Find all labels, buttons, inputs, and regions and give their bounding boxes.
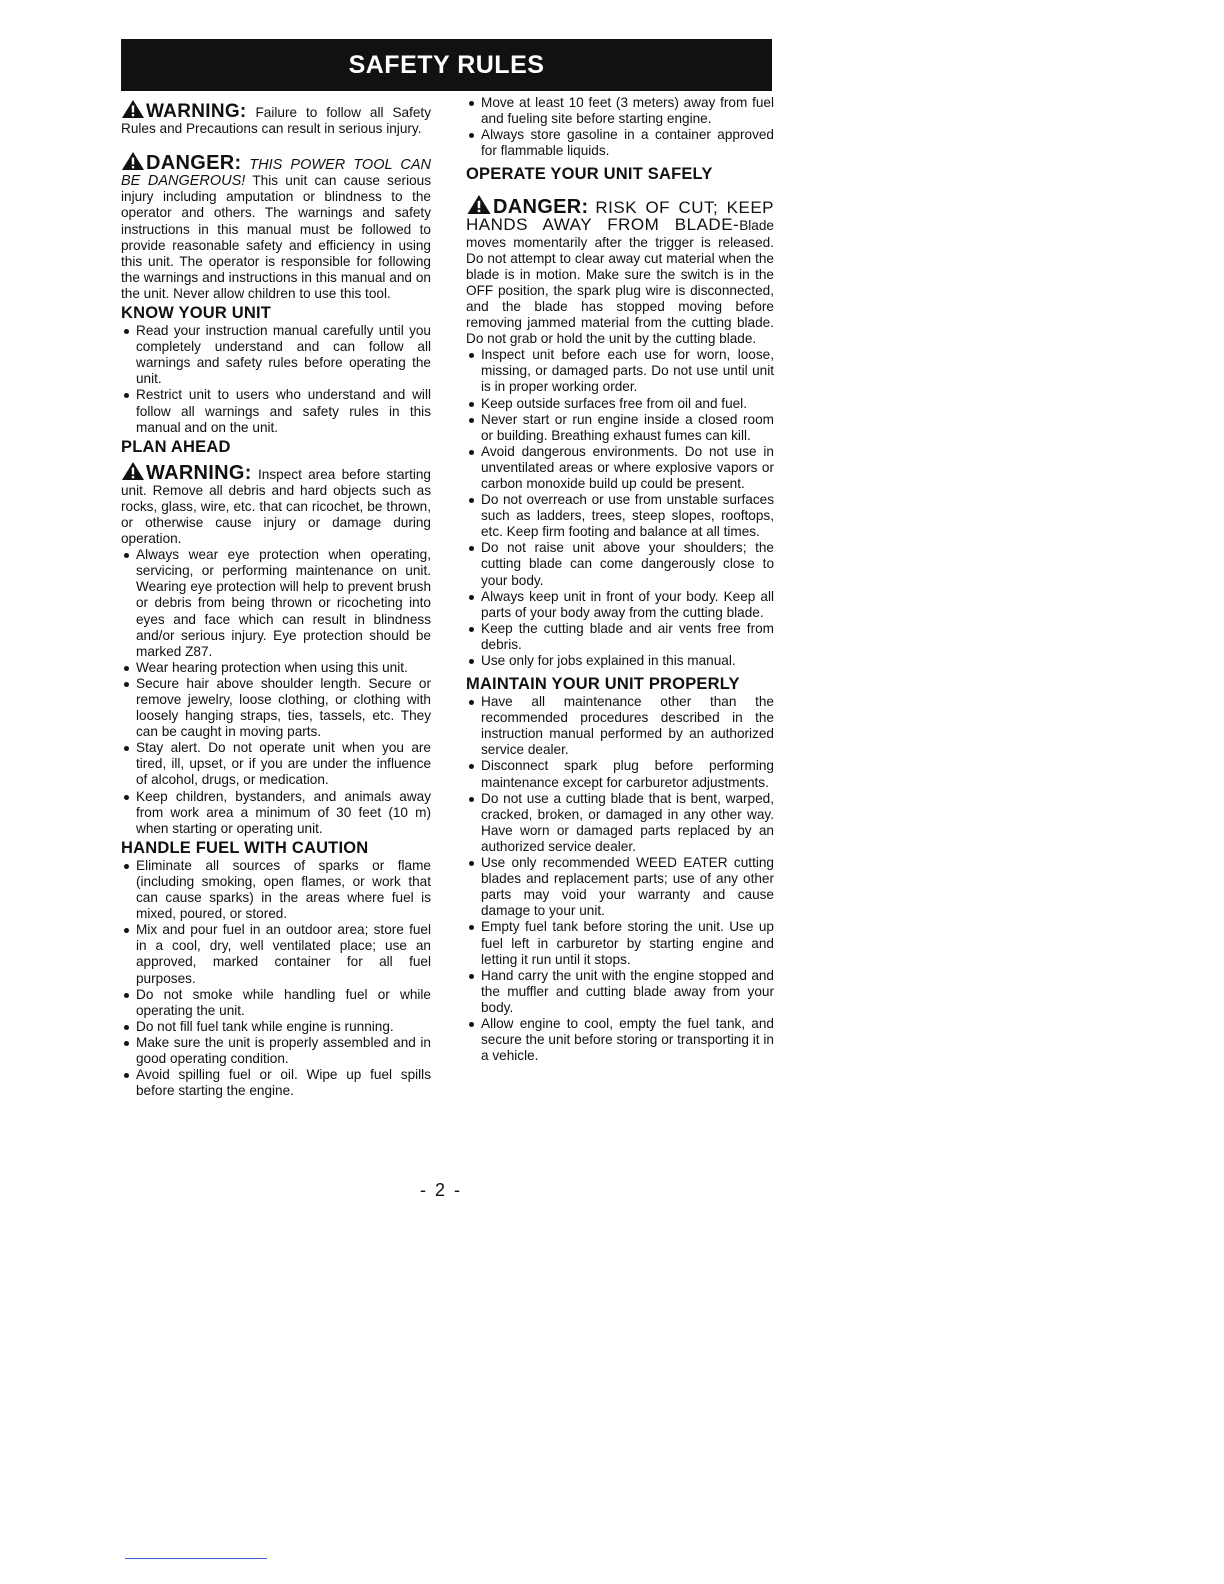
list-item: Do not raise unit above your shoulders; the cutting blade can come dangerously close to your body.: [466, 540, 774, 588]
bullet-icon: [469, 1022, 474, 1027]
danger-signal-word: DANGER:: [146, 152, 242, 175]
list-item: Avoid dangerous environments. Do not use in unventilated areas or where explosive vapors or carbon monoxide build up could be present.: [466, 444, 774, 492]
warning-text: Failure to follow all Safety Rules and Precautions can result in serious injury.: [121, 105, 432, 137]
list-item: Keep children, bystanders, and animals away from work area a minimum of 30 feet (10 m) when starting or operating unit.: [121, 789, 431, 837]
bullet-icon: [124, 666, 129, 671]
list-item: Do not fill fuel tank while engine is running.: [121, 1019, 431, 1035]
list-item: Always store gasoline in a container approved for flammable liquids.: [466, 127, 774, 159]
warning-block-plan-ahead: [121, 461, 431, 547]
danger-block-blade: [466, 194, 774, 347]
list-item: Hand carry the unit with the engine stopped and the muffler and cutting blade away from your body.: [466, 968, 774, 1016]
list-item: Do not smoke while handling fuel or while operating the unit.: [121, 987, 431, 1019]
bullet-icon: [124, 393, 129, 398]
bullet-icon: [469, 627, 474, 632]
right-column: [466, 95, 774, 1064]
bullet-icon: [469, 797, 474, 802]
bullet-icon: [124, 795, 129, 800]
list-item: Do not overreach or use from unstable surfaces such as ladders, trees, steep slopes, rooftops, etc. Keep firm footing and balance at all times.: [466, 492, 774, 540]
left-column: [121, 95, 431, 1099]
list-item: Do not use a cutting blade that is bent, warped, cracked, broken, or damaged in any other way. Have worn or damaged parts replaced by an authorized service dealer.: [466, 791, 774, 855]
bullet-icon: [469, 133, 474, 138]
list-item: Always keep unit in front of your body. Keep all parts of your body away from the cutting blade.: [466, 589, 774, 621]
bullet-icon: [469, 595, 474, 600]
bullet-icon: [469, 101, 474, 106]
list-item: Use only recommended WEED EATER cutting blades and replacement parts; use of any other parts may void your warranty and cause damage to your unit.: [466, 855, 774, 919]
danger-lead: RISK OF CUT; KEEP HANDS AWAY FROM BLADE-: [466, 198, 774, 235]
heading-plan-ahead: PLAN AHEAD: [121, 437, 231, 456]
list-item: Use only for jobs explained in this manual.: [466, 653, 774, 669]
operate-safely-list: [466, 347, 774, 669]
handle-fuel-list-continued: [466, 95, 774, 159]
bullet-icon: [124, 993, 129, 998]
warning-signal-word: WARNING:: [146, 101, 247, 122]
bullet-icon: [124, 329, 129, 334]
maintain-properly-list: [466, 694, 774, 1064]
handle-fuel-list: [121, 858, 431, 1099]
list-item: Restrict unit to users who understand and will follow all warnings and safety rules in this manual and on the unit.: [121, 387, 431, 435]
list-item: Have all maintenance other than the recommended procedures described in the instruction manual performed by an authorized service dealer.: [466, 694, 774, 758]
bullet-icon: [124, 1073, 129, 1078]
danger-text: This unit can cause serious injury including amputation or blindness to the operator and others. The warnings and safety instructions in this manual must be followed to provide reasonable safety and efficiency in using this unit. The operator is responsible for following the warnings and instructions in this manual and on the unit. Never allow children to use this tool.: [121, 173, 432, 301]
bullet-icon: [124, 553, 129, 558]
list-item: Make sure the unit is properly assembled and in good operating condition.: [121, 1035, 431, 1067]
bullet-icon: [124, 1041, 129, 1046]
bullet-icon: [469, 402, 474, 407]
list-item: Always wear eye protection when operating, servicing, or performing maintenance on unit. Wearing eye protection will help to prevent brush or debris from being thrown or ricocheting into eyes and face which can result in blindness and/or serious injury. Eye protection should be marked Z87.: [121, 547, 431, 660]
list-item: Move at least 10 feet (3 meters) away from fuel and fueling site before starting engine.: [466, 95, 774, 127]
bullet-icon: [469, 925, 474, 930]
list-item: Avoid spilling fuel or oil. Wipe up fuel spills before starting the engine.: [121, 1067, 431, 1099]
list-item: Wear hearing protection when using this unit.: [121, 660, 431, 676]
page-number: - 2 -: [420, 1180, 463, 1200]
bullet-icon: [469, 353, 474, 358]
list-item: Allow engine to cool, empty the fuel tank, and secure the unit before storing or transporting it in a vehicle.: [466, 1016, 774, 1064]
bullet-icon: [469, 974, 474, 979]
list-item: Keep outside surfaces free from oil and fuel.: [466, 396, 774, 412]
bullet-icon: [124, 746, 129, 751]
know-your-unit-list: [121, 323, 431, 436]
warning-signal-word: WARNING:: [146, 461, 252, 484]
footer-divider: [125, 1558, 267, 1559]
list-item: Disconnect spark plug before performing maintenance except for carburetor adjustments.: [466, 758, 774, 790]
page-title: SAFETY RULES: [121, 39, 772, 91]
bullet-icon: [469, 450, 474, 455]
danger-lead: THIS POWER TOOL CAN BE DANGEROUS!: [121, 157, 431, 190]
heading-operate-safely: OPERATE YOUR UNIT SAFELY: [466, 165, 713, 184]
bullet-icon: [124, 928, 129, 933]
danger-signal-word: DANGER:: [493, 196, 589, 219]
heading-maintain-properly: MAINTAIN YOUR UNIT PROPERLY: [466, 675, 740, 694]
bullet-icon: [469, 659, 474, 664]
bullet-icon: [124, 682, 129, 687]
list-item: Empty fuel tank before storing the unit. Use up fuel left in carburetor by starting engine and letting it run until it stops.: [466, 919, 774, 967]
list-item: Read your instruction manual carefully until you completely understand and can follow all warnings and safety rules before operating the unit.: [121, 323, 431, 387]
list-item: Keep the cutting blade and air vents free from debris.: [466, 621, 774, 653]
warning-triangle-icon: [121, 99, 145, 119]
danger-text: Blade moves momentarily after the trigger is released. Do not attempt to clear away cut material when the blade is in motion. Make sure the switch is in the OFF position, the spark plug wire is disconnected, and the blade has stopped moving before removing jammed material from the cutting blade. Do not grab or hold the unit by the cutting blade.: [466, 218, 774, 347]
danger-triangle-icon: [466, 194, 492, 215]
list-item: Eliminate all sources of sparks or flame (including smoking, open flames, or work that can cause sparks) in the areas where fuel is mixed, poured, or stored.: [121, 858, 431, 922]
warning-text: Inspect area before starting unit. Remove all debris and hard objects such as rocks, glass, wire, etc. that can ricochet, be thrown, or otherwise cause injury or damage during operation.: [121, 466, 431, 547]
warning-triangle-icon: [121, 461, 145, 481]
bullet-icon: [124, 1025, 129, 1030]
bullet-icon: [469, 418, 474, 423]
bullet-icon: [469, 764, 474, 769]
bullet-icon: [469, 861, 474, 866]
plan-ahead-list: [121, 547, 431, 837]
list-item: Secure hair above shoulder length. Secure or remove jewelry, loose clothing, or clothing with loosely hanging straps, ties, tassels, etc. They can be caught in moving parts.: [121, 676, 431, 740]
heading-handle-fuel: HANDLE FUEL WITH CAUTION: [121, 838, 369, 857]
list-item: Inspect unit before each use for worn, loose, missing, or damaged parts. Do not use until unit is in proper working order.: [466, 347, 774, 395]
list-item: Mix and pour fuel in an outdoor area; store fuel in a cool, dry, well ventilated place; use an approved, marked container for all fuel purposes.: [121, 922, 431, 986]
heading-know-your-unit: KNOW YOUR UNIT: [121, 304, 272, 323]
list-item: Never start or run engine inside a closed room or building. Breathing exhaust fumes can kill.: [466, 412, 774, 444]
danger-triangle-icon: [121, 151, 145, 171]
bullet-icon: [469, 546, 474, 551]
bullet-icon: [469, 498, 474, 503]
bullet-icon: [469, 700, 474, 705]
bullet-icon: [124, 864, 129, 869]
warning-block-general: [121, 99, 431, 137]
danger-block-general: [121, 151, 431, 302]
list-item: Stay alert. Do not operate unit when you are tired, ill, upset, or if you are under the influence of alcohol, drugs, or medication.: [121, 740, 431, 788]
